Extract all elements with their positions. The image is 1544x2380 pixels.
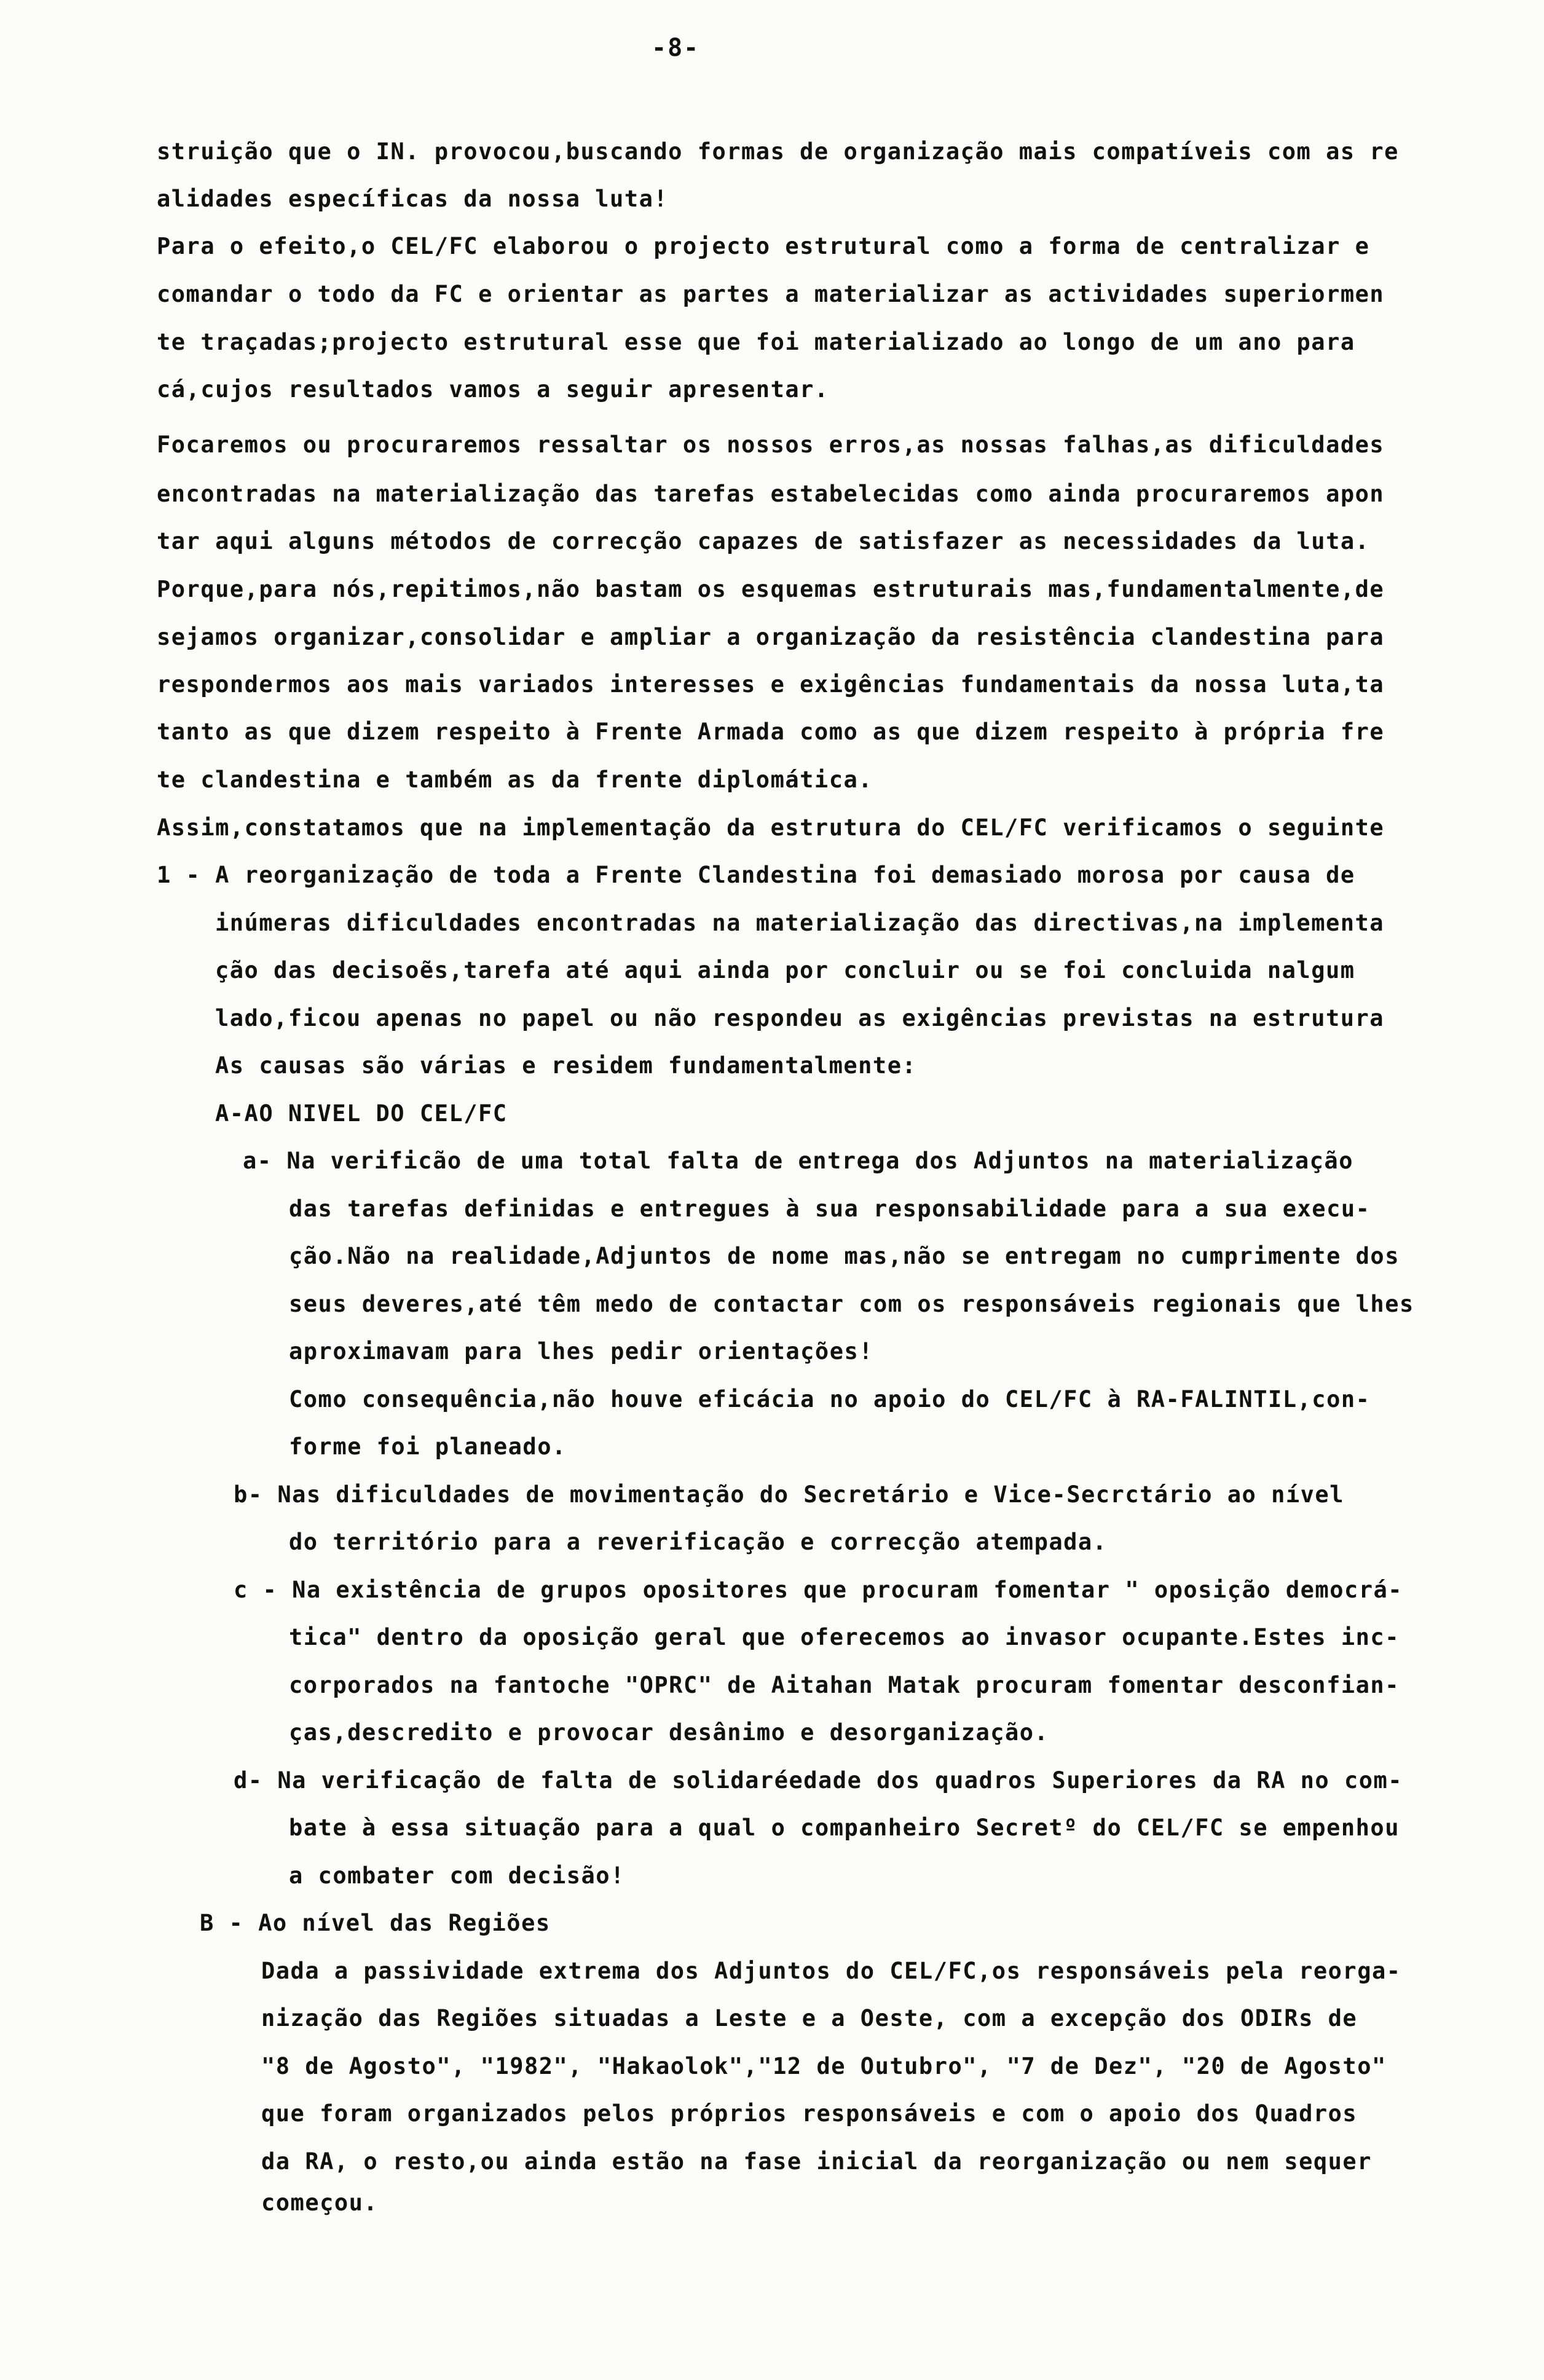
text-line: que foram organizados pelos próprios responsáveis e com o apoio dos Quadros	[261, 2100, 1358, 2127]
text-line: d- Na verificação de falta de solidaréedade dos quadros Superiores da RA no com-	[234, 1767, 1403, 1794]
text-line: te clandestina e também as da frente diplomática.	[157, 766, 873, 793]
text-line: tar aqui alguns métodos de correcção capazes de satisfazer as necessidades da luta.	[157, 528, 1370, 554]
text-line: tanto as que dizem respeito à Frente Armada como as que dizem respeito à própria fre	[157, 719, 1385, 745]
text-line: ção das decisoẽs,tarefa até aqui ainda por concluir ou se foi concluida nalgum	[215, 957, 1355, 983]
text-line: As causas são várias e residem fundamentalmente:	[215, 1052, 917, 1079]
page-number: -8-	[652, 34, 700, 62]
text-line: Para o efeito,o CEL/FC elaborou o projecto estrutural como a forma de centralizar e	[157, 233, 1370, 259]
section-heading: A-AO NIVEL DO CEL/FC	[215, 1100, 508, 1127]
text-line: cá,cujos resultados vamos a seguir apresentar.	[157, 376, 829, 403]
text-line: c - Na existência de grupos opositores que procuram fomentar " oposição democrá-	[234, 1577, 1403, 1603]
text-line: bate à essa situação para a qual o companheiro Secretº do CEL/FC se empenhou	[289, 1815, 1400, 1841]
text-line: do território para a reverificação e correcção atempada.	[289, 1529, 1108, 1555]
text-line: corporados na fantoche "OPRC" de Aitahan Matak procuram fomentar desconfian-	[289, 1672, 1400, 1698]
text-line: comandar o todo da FC e orientar as partes a materializar as actividades superiormen	[157, 281, 1385, 307]
text-line: te traçadas;projecto estrutural esse que foi materializado ao longo de um ano para	[157, 329, 1355, 355]
text-line: "8 de Agosto", "1982", "Hakaolok","12 de Outubro", "7 de Dez", "20 de Agosto"	[261, 2053, 1387, 2079]
text-line: alidades específicas da nossa luta!	[157, 186, 669, 212]
text-line: nização das Regiões situadas a Leste e a Oeste, com a excepção dos ODIRs de	[261, 2005, 1358, 2031]
text-line: Como consequência,não houve eficácia no apoio do CEL/FC à RA-FALINTIL,con-	[289, 1386, 1371, 1413]
text-line: Dada a passividade extrema dos Adjuntos do CEL/FC,os responsáveis pela reorga-	[261, 1958, 1401, 1984]
text-line: a- Na verificão de uma total falta de entrega dos Adjuntos na materialização	[243, 1148, 1353, 1174]
text-line: encontradas na materialização das tarefas estabelecidas como ainda procuraremos apon	[157, 481, 1385, 507]
text-line: forme foi planeado.	[289, 1433, 567, 1460]
text-line: inúmeras dificuldades encontradas na materialização das directivas,na implementa	[215, 910, 1385, 936]
text-line: a combater com decisão!	[289, 1862, 625, 1889]
text-line: das tarefas definidas e entregues à sua responsabilidade para a sua execu-	[289, 1196, 1371, 1222]
text-line: lado,ficou apenas no papel ou não respondeu as exigências previstas na estrutura	[215, 1005, 1385, 1031]
text-line: struição que o IN. provocou,buscando formas de organização mais compatíveis com as re	[157, 138, 1399, 165]
text-line: seus deveres,até têm medo de contactar com os responsáveis regionais que lhes	[289, 1291, 1414, 1317]
text-line: respondermos aos mais variados interesses e exigências fundamentais da nossa luta,ta	[157, 671, 1385, 698]
text-line: ças,descredito e provocar desânimo e desorganização.	[289, 1719, 1049, 1746]
text-line: b- Nas dificuldades de movimentação do Secretário e Vice-Secrctário ao nível	[234, 1481, 1344, 1508]
text-line: começou.	[261, 2189, 379, 2216]
text-line: Assim,constatamos que na implementação da estrutura do CEL/FC verificamos o seguinte	[157, 814, 1385, 841]
text-line: 1 - A reorganização de toda a Frente Clandestina foi demasiado morosa por causa de	[157, 862, 1355, 888]
text-line: Porque,para nós,repitimos,não bastam os esquemas estruturais mas,fundamentalmente,de	[157, 576, 1385, 602]
text-line: da RA, o resto,ou ainda estão na fase inicial da reorganização ou nem sequer	[261, 2148, 1372, 2175]
section-heading: B - Ao nível das Regiões	[200, 1910, 551, 1936]
text-line: Focaremos ou procuraremos ressaltar os nossos erros,as nossas falhas,as dificuldades	[157, 431, 1385, 458]
text-line: aproximavam para lhes pedir orientações!	[289, 1338, 874, 1365]
text-line: ção.Não na realidade,Adjuntos de nome mas,não se entregam no cumprimente dos	[289, 1243, 1400, 1269]
text-line: tica" dentro da oposição geral que oferecemos ao invasor ocupante.Estes inc-	[289, 1624, 1400, 1650]
text-line: sejamos organizar,consolidar e ampliar a organização da resistência clandestina para	[157, 624, 1385, 650]
